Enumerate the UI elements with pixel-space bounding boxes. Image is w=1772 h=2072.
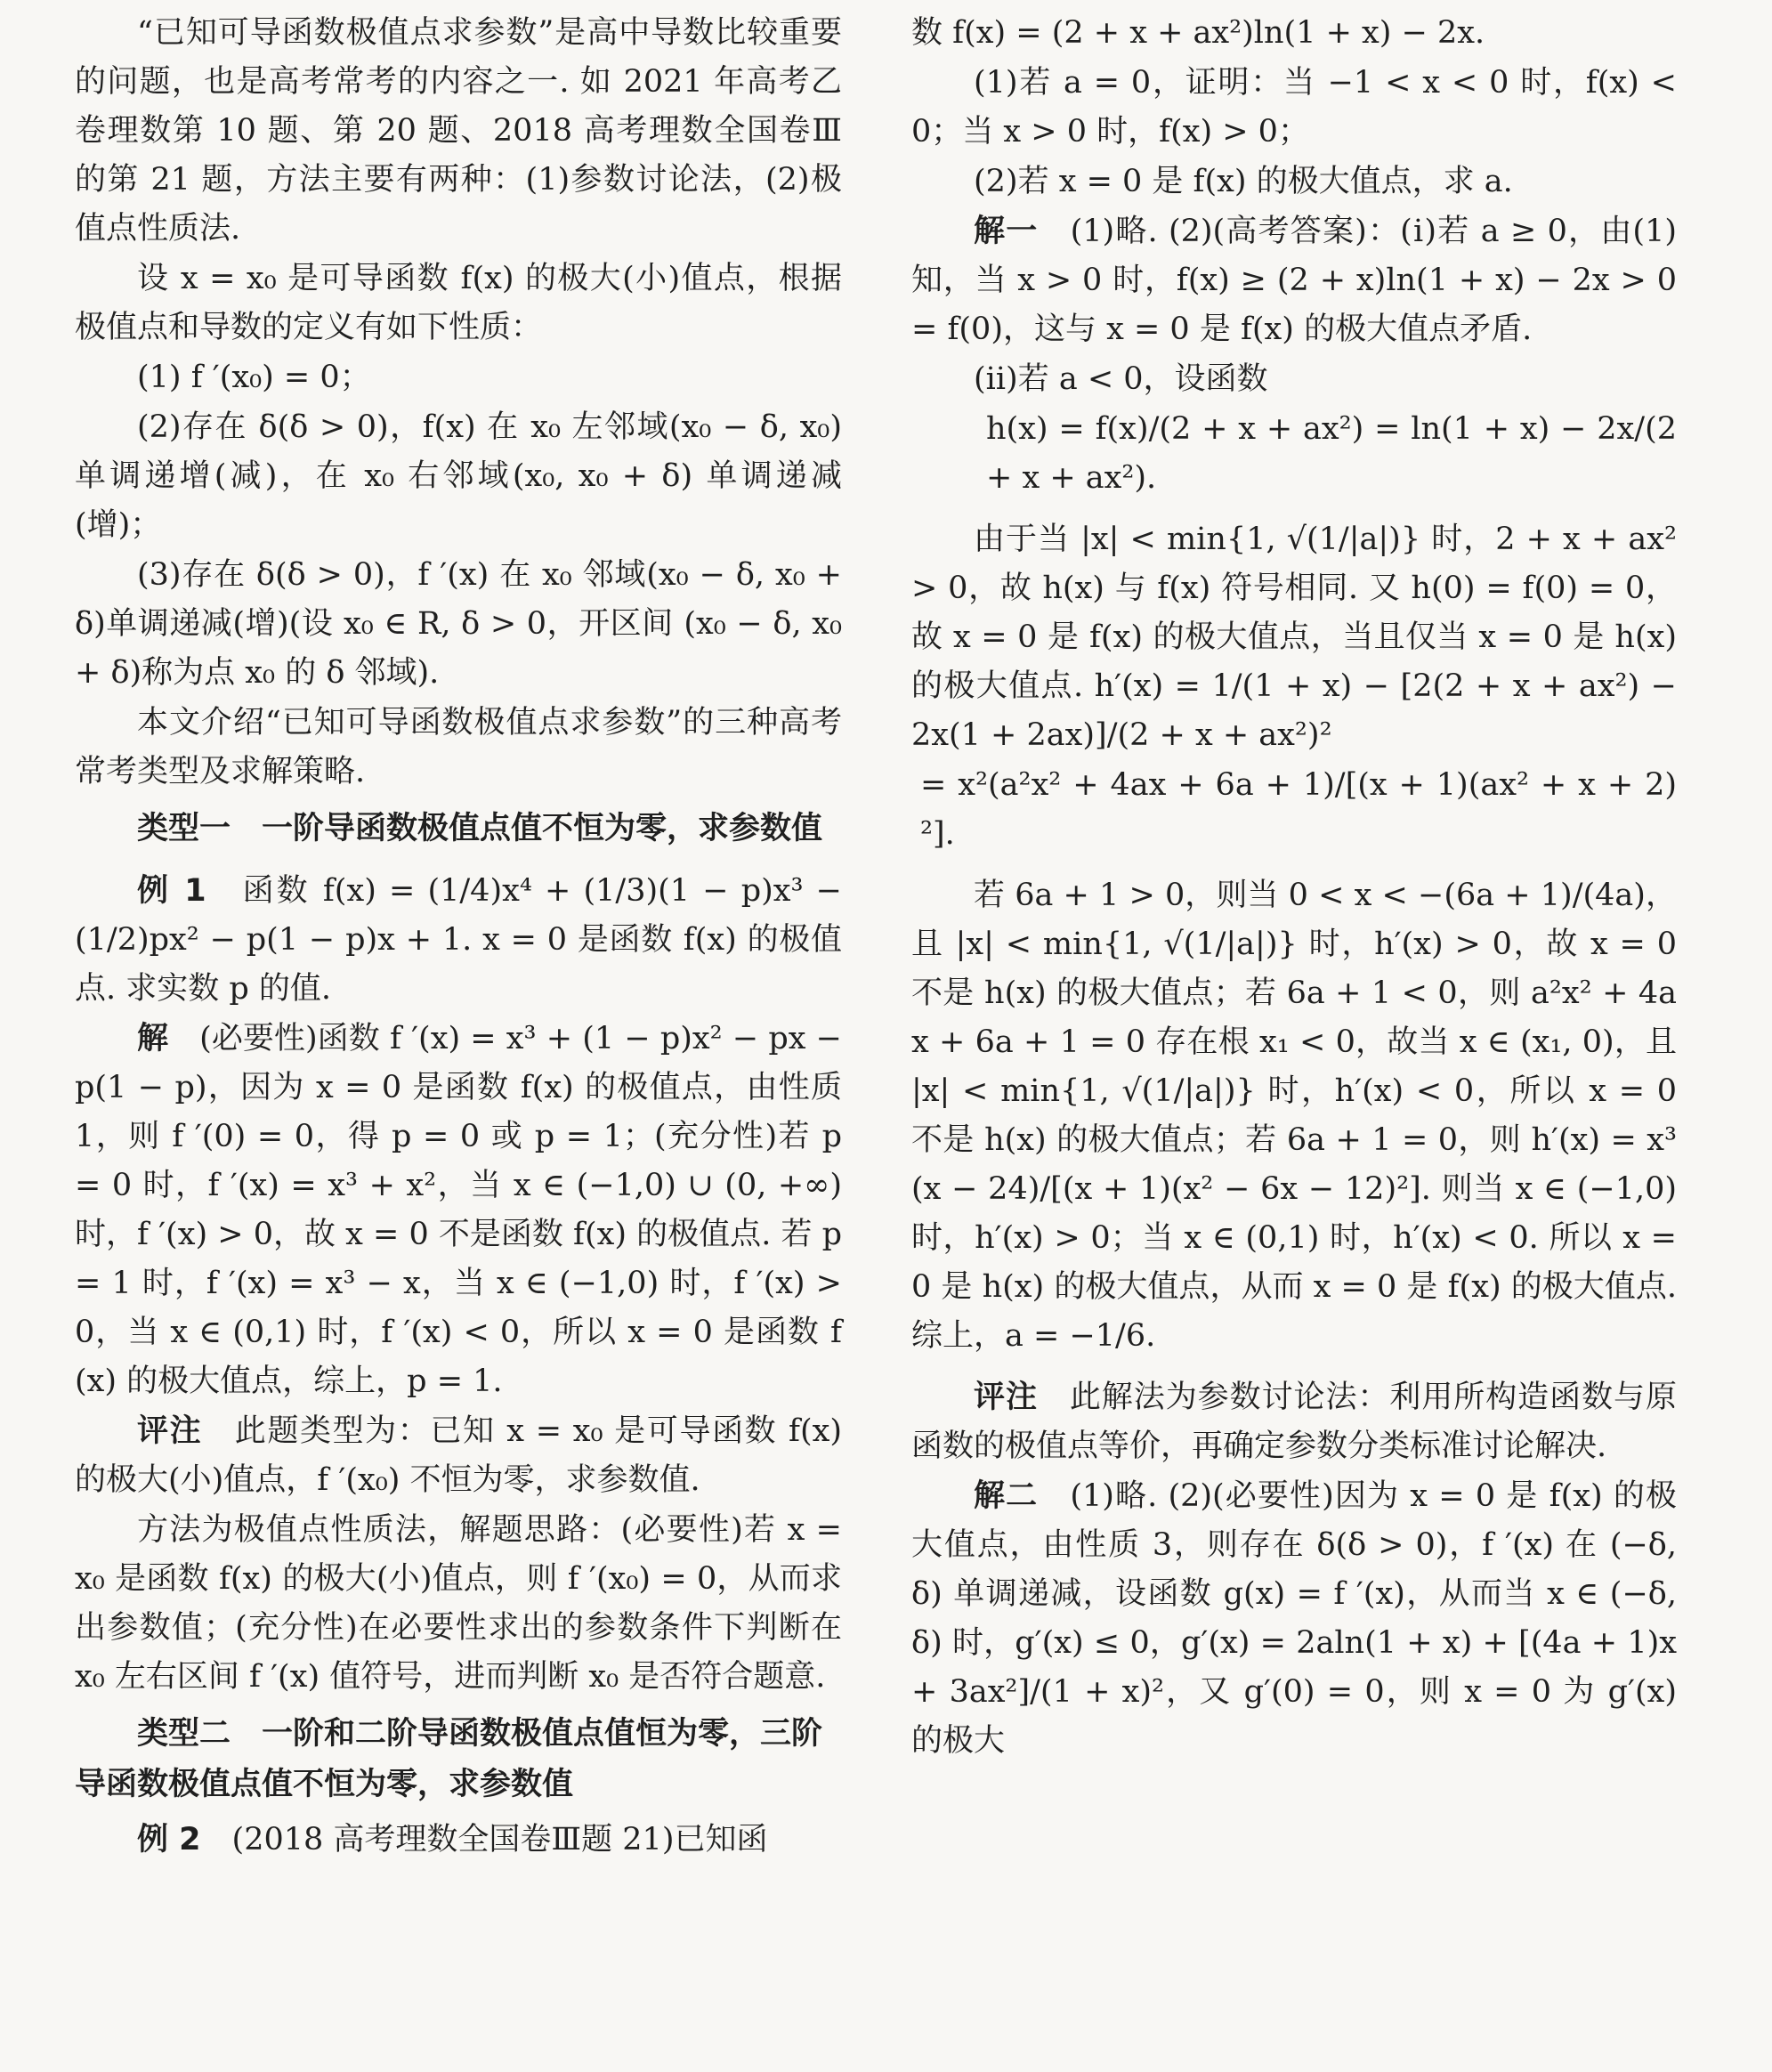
definition-paragraph: 设 x = x₀ 是可导函数 f(x) 的极大(小)值点，根据极值点和导数的定义有如下性质： xyxy=(75,261,842,345)
solution-a-label: 解一 xyxy=(974,214,1039,249)
intro-paragraph: “已知可导函数极值点求参数”是高中导数比较重要的问题，也是高考常考的内容之一. 如 2021 年高考乙卷理数第 10 题、第 20 题、2018 高考理数全国卷Ⅲ的第 21 题，方法主要有两种：(1)参数讨论法，(2)极值点性质法. xyxy=(75,15,842,247)
solution-1-label: 解 xyxy=(137,1021,169,1056)
example-2-part-1: (1)若 a = 0，证明：当 −1 < x < 0 时，f(x) < 0；当 x > 0 时，f(x) > 0； xyxy=(911,65,1677,150)
comment-2-label: 评注 xyxy=(974,1380,1038,1415)
right-column xyxy=(911,9,1677,1767)
example-2-label: 例 2 xyxy=(137,1822,201,1858)
section-heading-type-1: 类型一 一阶导函数极值点值不恒为零，求参数值 xyxy=(137,811,823,846)
example-1: 例 1 函数 f(x) = (1/4)x⁴ + (1/3)(1 − p)x³ − (1/2)px² − p(1 − p)x + 1. x = 0 是函数 f(x) 的极值点. 求实数 p 的值. xyxy=(75,873,842,1007)
overview-paragraph: 本文介绍“已知可导函数极值点求参数”的三种高考常考类型及求解策略. xyxy=(75,705,842,789)
property-1: (1) f ′(x₀) = 0； xyxy=(137,360,371,395)
solution-b: 解二 (1)略. (2)(必要性)因为 x = 0 是 f(x) 的极大值点，由性质 3，则存在 δ(δ > 0)，f ′(x) 在 (−δ, δ) 单调递减，设函数 g(x) = f ′(x)，从而当 x ∈ (−δ, δ) 时，g′(x) ≤ 0，g′(x) = 2aln(1 + x) + [(4a + 1)x + 3ax²]/(1 + x)²，又 g′(0) = 0，则 x = 0 为 g′(x) 的极大 xyxy=(911,1478,1677,1759)
comment-1: 评注 此题类型为：已知 x = x₀ 是可导函数 f(x) 的极大(小)值点，f ′(x₀) 不恒为零，求参数值. xyxy=(75,1413,842,1498)
solution-a-case-2: (ⅱ)若 a < 0，设函数 xyxy=(974,361,1268,397)
display-equation-h: h(x) = f(x)/(2 + x + ax²) = ln(1 + x) − 2x/(2 + x + ax²). xyxy=(986,411,1677,496)
comment-1-label: 评注 xyxy=(137,1413,203,1449)
solution-a-reasoning: 由于当 |x| < min{1, √(1/|a|)} 时，2 + x + ax² > 0，故 h(x) 与 f(x) 符号相同. 又 h(0) = f(0) = 0，故 x = 0 是 f(x) 的极大值点，当且仅当 x = 0 是 h(x) 的极大值点. h′(x) = 1/(1 + x) − [2(2 + x + ax²) − 2x(1 + 2ax)]/(2 + x + ax²)² xyxy=(911,522,1677,753)
example-2-part-2: (2)若 x = 0 是 f(x) 的极大值点，求 a. xyxy=(974,164,1513,199)
section-heading-type-2: 类型二 一阶和二阶导函数极值点值恒为零，三阶导函数极值点值不恒为零，求参数值 xyxy=(75,1716,823,1802)
solution-a: 解一 (1)略. (2)(高考答案)：(ⅰ)若 a ≥ 0，由(1)知，当 x > 0 时，f(x) ≥ (2 + x)ln(1 + x) − 2x > 0 = f(0)，这与 x = 0 是 f(x) 的极大值点矛盾. xyxy=(911,214,1677,347)
example-1-label: 例 1 xyxy=(137,873,206,909)
display-equation-h-prime: = x²(a²x² + 4ax + 6a + 1)/[(x + 1)(ax² + x + 2)²]. xyxy=(920,767,1677,852)
solution-b-label: 解二 xyxy=(974,1478,1039,1514)
left-column xyxy=(75,9,842,1866)
solution-1: 解 (必要性)函数 f ′(x) = x³ + (1 − p)x² − px − p(1 − p)，因为 x = 0 是函数 f(x) 的极值点，由性质 1，则 f ′(0) = 0，得 p = 0 或 p = 1；(充分性)若 p = 0 时，f ′(x) = x³ + x²，当 x ∈ (−1,0) ∪ (0, +∞) 时，f ′(x) > 0，故 x = 0 不是函数 f(x) 的极值点. 若 p = 1 时，f ′(x) = x³ − x，当 x ∈ (−1,0) 时，f ′(x) > 0，当 x ∈ (0,1) 时，f ′(x) < 0，所以 x = 0 是函数 f(x) 的极大值点，综上，p = 1. xyxy=(75,1021,842,1399)
solution-a-cases: 若 6a + 1 > 0，则当 0 < x < −(6a + 1)/(4a)，且 |x| < min{1, √(1/|a|)} 时，h′(x) > 0，故 x = 0 不是 h(x) 的极大值点；若 6a + 1 < 0，则 a²x² + 4ax + 6a + 1 = 0 存在根 x₁ < 0，故当 x ∈ (x₁, 0)，且 |x| < min{1, √(1/|a|)} 时，h′(x) < 0，所以 x = 0 不是 h(x) 的极大值点；若 6a + 1 = 0，则 h′(x) = x³(x − 24)/[(x + 1)(x² − 6x − 12)²]. 则当 x ∈ (−1,0) 时，h′(x) > 0；当 x ∈ (0,1) 时，h′(x) < 0. 所以 x = 0 是 h(x) 的极大值点，从而 x = 0 是 f(x) 的极大值点. 综上，a = −1/6. xyxy=(911,878,1677,1354)
property-2: (2)存在 δ(δ > 0)，f(x) 在 x₀ 左邻域(x₀ − δ, x₀) 单调递增(减)，在 x₀ 右邻域(x₀, x₀ + δ) 单调递减(增)； xyxy=(75,409,842,543)
example-2: 例 2 (2018 高考理数全国卷Ⅲ题 21)已知函 xyxy=(137,1822,768,1858)
example-2-continued: 数 f(x) = (2 + x + ax²)ln(1 + x) − 2x. xyxy=(911,15,1485,51)
method-paragraph: 方法为极值点性质法，解题思路：(必要性)若 x = x₀ 是函数 f(x) 的极大(小)值点，则 f ′(x₀) = 0，从而求出参数值；(充分性)在必要性求出的参数条件下判断在 x₀ 左右区间 f ′(x) 值符号，进而判断 x₀ 是否符合题意. xyxy=(75,1512,842,1695)
property-3: (3)存在 δ(δ > 0)，f ′(x) 在 x₀ 邻域(x₀ − δ, x₀ + δ)单调递减(增)(设 x₀ ∈ R, δ > 0，开区间 (x₀ − δ, x₀ + δ)称为点 x₀ 的 δ 邻域). xyxy=(75,557,842,691)
comment-2: 评注 此解法为参数讨论法：利用所构造函数与原函数的极值点等价，再确定参数分类标准讨论解决. xyxy=(911,1380,1677,1464)
